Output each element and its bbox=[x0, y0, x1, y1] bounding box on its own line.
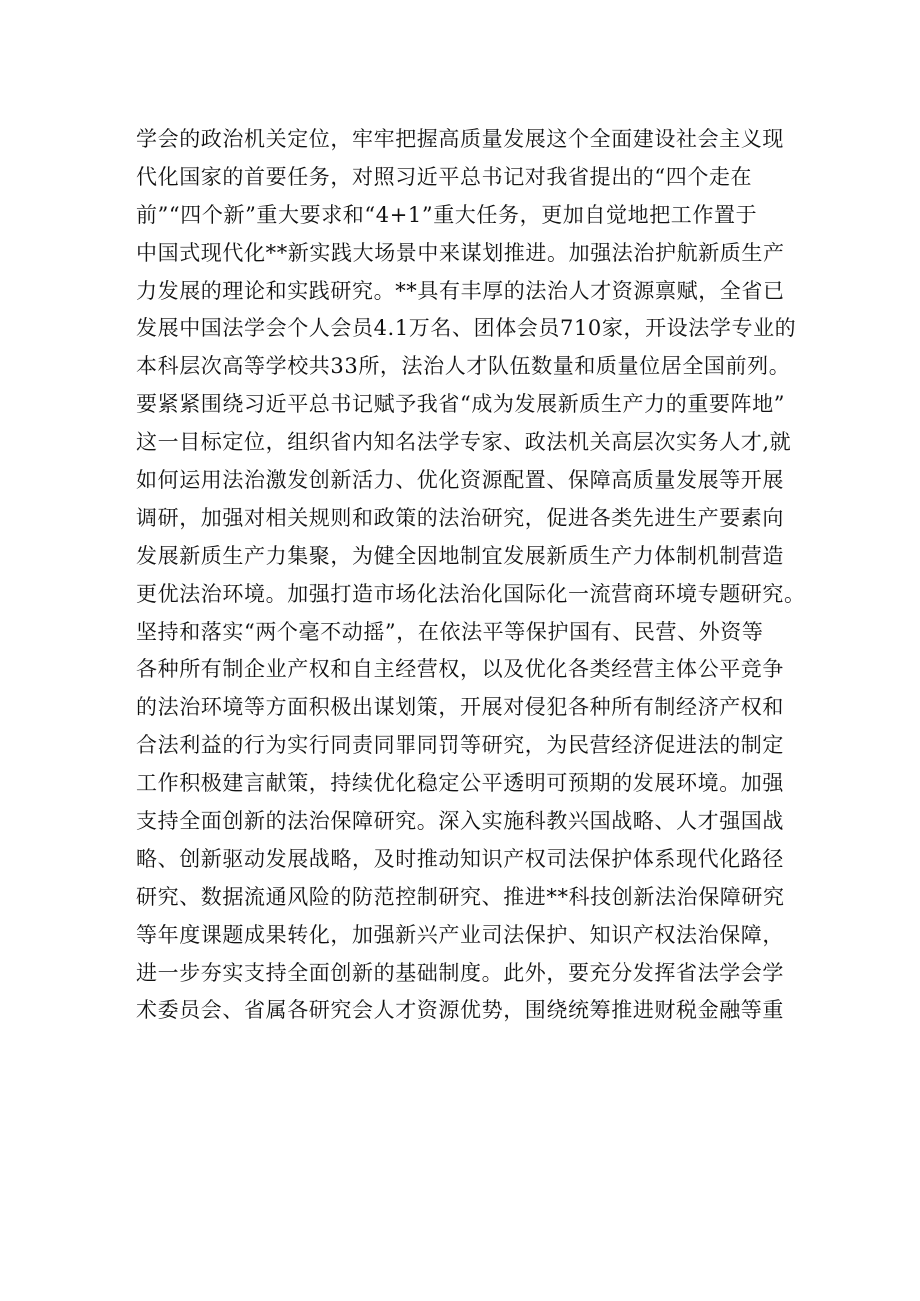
text-line: 进一步夯实支持全面创新的基础制度。此外，要充分发挥省法学会学 bbox=[136, 960, 784, 985]
text-line: 力发展的理论和实践研究。**具有丰厚的法治人才资源禀赋，全省已 bbox=[136, 278, 785, 303]
text-line: 代化国家的首要任务，对照习近平总书记对我省提出的“四个走在 bbox=[136, 164, 753, 189]
text-line: 发展中国法学会个人会员4.1万名、团体会员710家，开设法学专业的 bbox=[136, 316, 797, 341]
text-line: 工作积极建言献策，持续优化稳定公平透明可预期的发展环境。加强 bbox=[136, 771, 784, 796]
text-line: 学会的政治机关定位，牢牢把握高质量发展这个全面建设社会主义现 bbox=[136, 127, 784, 151]
text-line: 这一目标定位，组织省内知名法学专家、政法机关高层次实务人才,就 bbox=[136, 430, 792, 455]
text-line: 的法治环境等方面积极出谋划策，开展对侵犯各种所有制经济产权和 bbox=[136, 695, 784, 720]
text-line: 等年度课题成果转化，加强新兴产业司法保护、知识产权法治保障， bbox=[136, 922, 784, 947]
text-line: 调研，加强对相关规则和政策的法治研究，促进各类先进生产要素向 bbox=[136, 505, 784, 530]
text-line: 前”“四个新”重大要求和“4+1”重大任务，更加自觉地把工作置于 bbox=[136, 202, 758, 227]
text-line: 支持全面创新的法治保障研究。深入实施科教兴国战略、人才强国战 bbox=[136, 809, 784, 834]
text-line: 中国式现代化**新实践大场景中来谋划推进。加强法治护航新质生产 bbox=[136, 240, 785, 265]
text-line: 坚持和落实“两个毫不动摇”，在依法平等保护国有、民营、外资等 bbox=[136, 619, 764, 644]
text-line: 更优法治环境。加强打造市场化法治化国际化一流营商环境专题研究。 bbox=[136, 581, 806, 606]
text-line: 各种所有制企业产权和自主经营权，以及优化各类经营主体公平竞争 bbox=[136, 657, 784, 682]
text-line: 如何运用法治激发创新活力、优化资源配置、保障高质量发展等开展 bbox=[136, 468, 784, 493]
text-line: 要紧紧围绕习近平总书记赋予我省“成为发展新质生产力的重要阵地” bbox=[136, 392, 786, 417]
body-paragraph bbox=[136, 121, 806, 1030]
text-line: 研究、数据流通风险的防范控制研究、推进**科技创新法治保障研究 bbox=[136, 884, 785, 909]
text-line: 术委员会、省属各研究会人才资源优势，围绕统筹推进财税金融等重 bbox=[136, 998, 784, 1023]
text-line: 本科层次高等学校共33所，法治人才队伍数量和质量位居全国前列。 bbox=[136, 354, 791, 379]
text-line: 略、创新驱动发展战略，及时推动知识产权司法保护体系现代化路径 bbox=[136, 846, 784, 871]
text-line: 发展新质生产力集聚，为健全因地制宜发展新质生产力体制机制营造 bbox=[136, 543, 784, 568]
text-line: 合法利益的行为实行同责同罪同罚等研究，为民营经济促进法的制定 bbox=[136, 733, 784, 758]
